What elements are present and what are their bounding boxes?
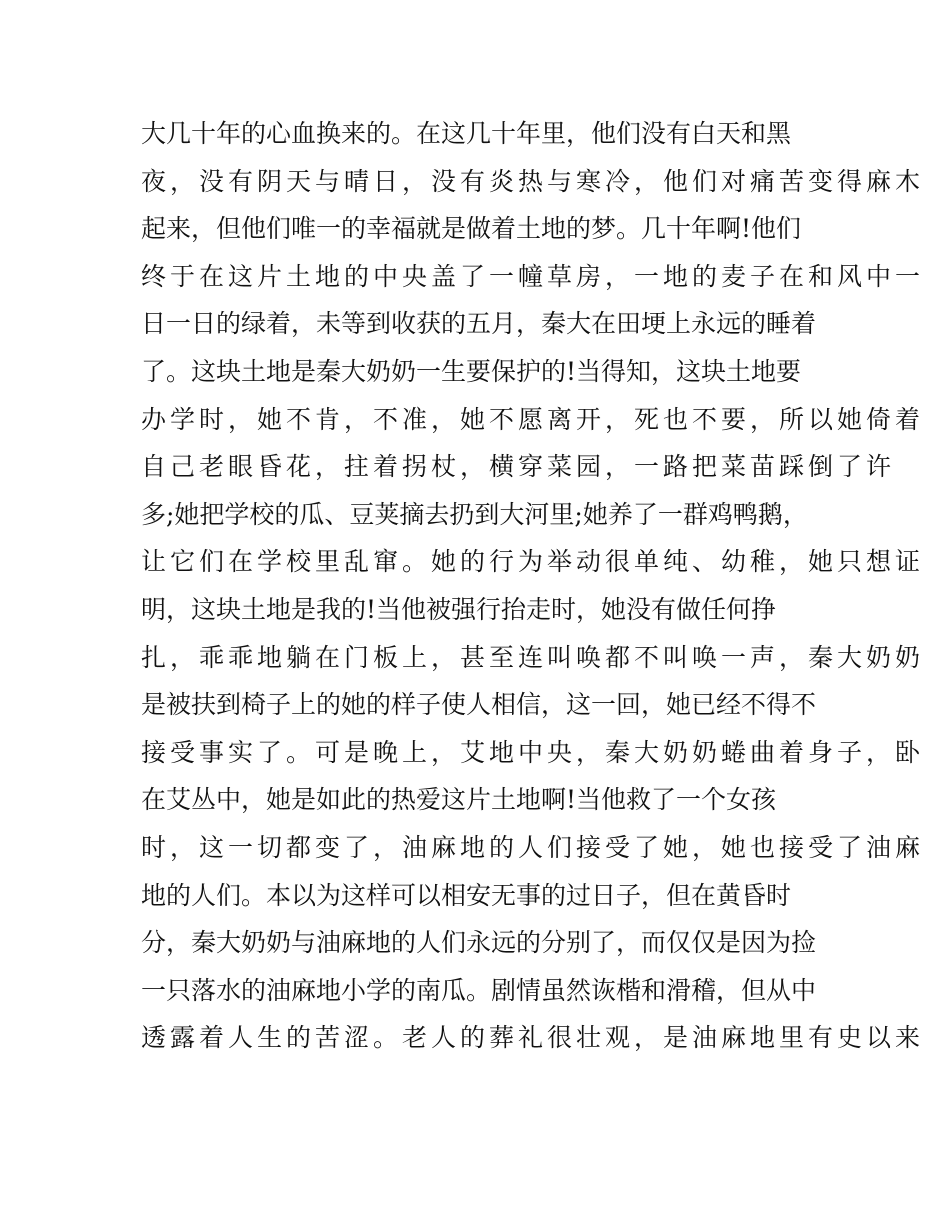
text-line: 办学时，她不肯，不准，她不愿离开，死也不要，所以她倚着 xyxy=(141,404,925,434)
body-text xyxy=(141,110,925,1062)
text-line: 在艾丛中，她是如此的热爱这片土地啊!当他救了一个女孩 xyxy=(141,785,777,815)
text-line: 一只落水的油麻地小学的南瓜。剧情虽然诙楷和滑稽，但从中 xyxy=(141,975,817,1005)
text-line: 夜，没有阴天与晴日，没有炎热与寒冷，他们对痛苦变得麻木 xyxy=(141,166,925,196)
text-line: 大几十年的心血换来的。在这几十年里，他们没有白天和黑 xyxy=(141,119,792,148)
text-line: 终于在这片土地的中央盖了一幢草房，一地的麦子在和风中一 xyxy=(141,261,925,291)
text-line: 是被扶到椅子上的她的样子使人相信，这一回，她已经不得不 xyxy=(141,690,817,720)
text-line: 自己老眼昏花，拄着拐杖，横穿菜园，一路把菜苗踩倒了许 xyxy=(141,452,896,482)
text-line: 接受事实了。可是晚上，艾地中央，秦大奶奶蜷曲着身子，卧 xyxy=(141,737,925,767)
text-line: 多;她把学校的瓜、豆荚摘去扔到大河里;她养了一群鸡鸭鹅， xyxy=(141,499,808,529)
text-line: 时，这一切都变了，油麻地的人们接受了她，她也接受了油麻 xyxy=(141,832,925,862)
text-line: 了。这块土地是秦大奶奶一生要保护的!当得知，这块土地要 xyxy=(141,356,802,386)
text-line: 起来，但他们唯一的幸福就是做着土地的梦。几十年啊!他们 xyxy=(141,214,802,244)
text-line: 地的人们。本以为这样可以相安无事的过日子，但在黄昏时 xyxy=(141,880,792,910)
text-line: 扎，乖乖地躺在门板上，甚至连叫唤都不叫唤一声，秦大奶奶 xyxy=(141,642,925,672)
text-line: 明，这块土地是我的!当他被强行抬走时，她没有做任何挣 xyxy=(141,594,777,624)
text-line: 分，秦大奶奶与油麻地的人们永远的分别了，而仅仅是因为捡 xyxy=(141,928,817,958)
text-line: 透露着人生的苦涩。老人的葬礼很壮观，是油麻地里有史以来 xyxy=(141,1023,925,1053)
text-line: 日一日的绿着，未等到收获的五月，秦大在田埂上永远的睡着 xyxy=(141,309,817,339)
text-line: 让它们在学校里乱窜。她的行为举动很单纯、幼稚，她只想证 xyxy=(141,547,925,577)
